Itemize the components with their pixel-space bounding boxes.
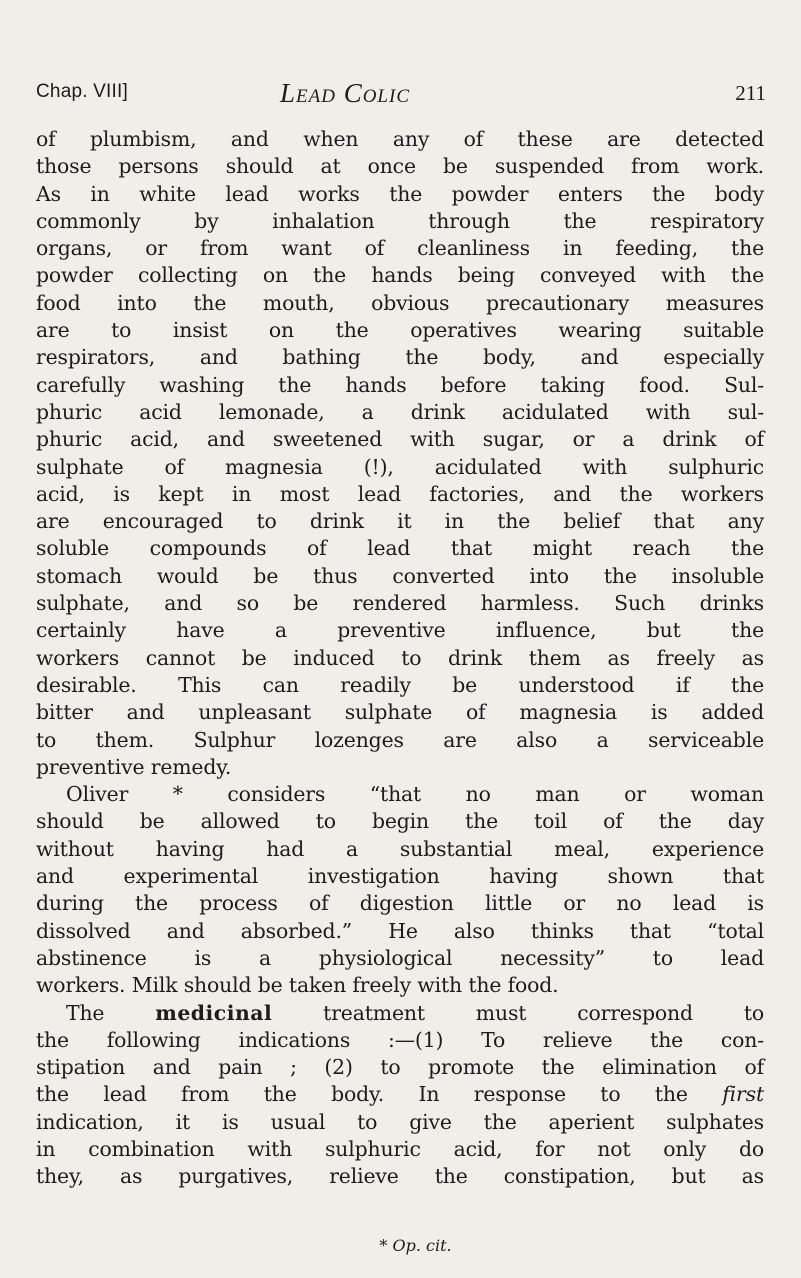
text-line: organs, or from want of cleanliness in feeding, the: [36, 236, 764, 261]
text-line: indication, it is usual to give the aperient sulphates: [36, 1109, 764, 1134]
text-line: the following indications :—(1) To relieve the con-: [36, 1027, 764, 1052]
text-line: soluble compounds of lead that might reach the: [36, 536, 764, 561]
text-line: of plumbism, and when any of these are detected: [36, 127, 764, 151]
paragraph-1: [36, 126, 764, 781]
text-line: workers cannot be induced to drink them as freely as: [36, 645, 764, 670]
text-line: and experimental investigation having shown that: [36, 864, 764, 889]
text-line: food into the mouth, obvious precautionary measures: [36, 290, 764, 315]
text-line: certainly have a preventive influence, but the: [36, 618, 764, 643]
text-line: bitter and unpleasant sulphate of magnesia is added: [36, 700, 764, 725]
text-line: should be allowed to begin the toil of the day: [36, 809, 764, 834]
text-line: respirators, and bathing the body, and especially: [36, 345, 764, 370]
text-line: the lead from the body. In response to the first: [36, 1082, 764, 1107]
text-line: acid, is kept in most lead factories, and the workers: [36, 481, 764, 506]
emphasis-word: medicinal: [155, 1000, 273, 1025]
running-title: Lead Colic: [280, 78, 410, 108]
text-line: stipation and pain ; (2) to promote the elimination of: [36, 1055, 764, 1080]
text-line: commonly by inhalation through the respiratory: [36, 208, 764, 233]
chapter-label: Chap. VIII]: [36, 81, 128, 102]
text-line: dissolved and absorbed.” He also thinks that “total: [36, 918, 764, 943]
text-line: abstinence is a physiological necessity” to lead: [36, 945, 764, 970]
text-line: Oliver * considers “that no man or woman: [66, 782, 764, 807]
text-line: during the process of digestion little or no lead is: [36, 891, 764, 916]
footnote-marker: *: [379, 1236, 393, 1255]
text-line: carefully washing the hands before taking food. Sul-: [36, 372, 764, 397]
paragraph-2: [36, 781, 764, 999]
text-line: stomach would be thus converted into the insoluble: [36, 563, 764, 588]
text-line: As in white lead works the powder enters the body: [36, 181, 764, 206]
italic-word: first: [722, 1082, 764, 1107]
text-line: desirable. This can readily be understood if the: [36, 672, 764, 697]
text-line: workers. Milk should be taken freely with the food.: [36, 973, 559, 998]
text-line: those persons should at once be suspended from work.: [36, 154, 764, 179]
text-line: to them. Sulphur lozenges are also a serviceable: [36, 727, 764, 752]
text-line: powder collecting on the hands being conveyed with the: [36, 263, 764, 288]
text-line: The medicinal treatment must correspond to: [66, 1000, 764, 1025]
text-line: preventive remedy.: [36, 754, 232, 779]
text-line: are to insist on the operatives wearing suitable: [36, 318, 764, 343]
text-line: phuric acid, and sweetened with sugar, or a drink of: [36, 427, 764, 452]
text-line: sulphate, and so be rendered harmless. Such drinks: [36, 591, 764, 616]
text-line: they, as purgatives, relieve the constipation, but as: [36, 1164, 764, 1189]
text-line: without having had a substantial meal, experience: [36, 836, 764, 861]
paragraph-3: [36, 1000, 764, 1191]
text-line: are encouraged to drink it in the belief that any: [36, 509, 764, 534]
text-line: in combination with sulphuric acid, for not only do: [36, 1136, 764, 1161]
running-header: [36, 78, 766, 108]
footnote-text: Op. cit.: [392, 1236, 452, 1255]
body-text: [36, 126, 764, 1191]
footnote: [0, 1236, 801, 1255]
text-line: phuric acid lemonade, a drink acidulated with sul-: [36, 399, 764, 424]
page-number: 211: [735, 81, 766, 105]
text-line: sulphate of magnesia (!), acidulated with sulphuric: [36, 454, 764, 479]
